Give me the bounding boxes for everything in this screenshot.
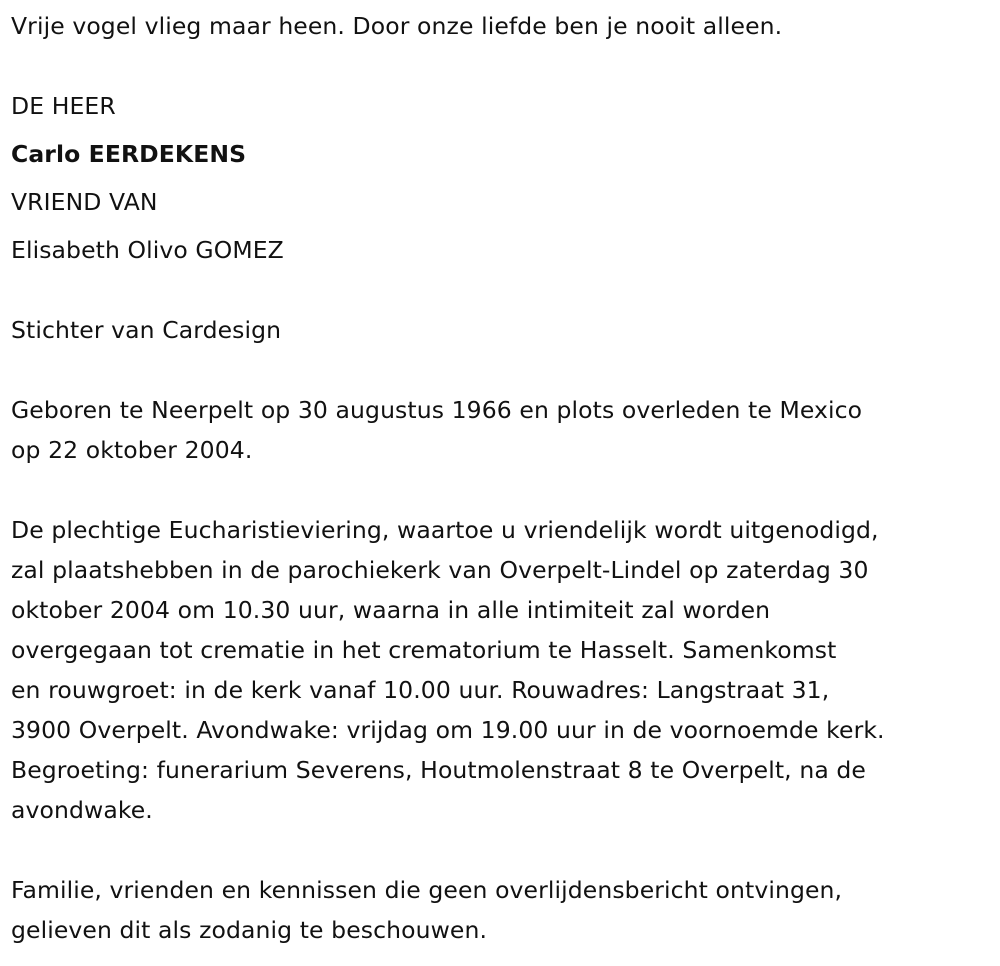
ceremony-line: Begroeting: funerarium Severens, Houtmolenstraat 8 te Overpelt, na de [11, 756, 866, 784]
ceremony-line: en rouwgroet: in de kerk vanaf 10.00 uur. Rouwadres: Langstraat 31, [11, 676, 830, 704]
occupation-text: Stichter van Cardesign [11, 316, 282, 344]
ceremony-line: overgegaan tot crematie in het crematorium te Hasselt. Samenkomst [11, 636, 837, 664]
birth-death-line: op 22 oktober 2004. [11, 436, 253, 464]
closing-line: gelieven dit als zodanig te beschouwen. [11, 916, 488, 944]
ceremony-line: zal plaatshebben in de parochiekerk van Overpelt-Lindel op zaterdag 30 [11, 556, 869, 584]
ceremony-line: oktober 2004 om 10.30 uur, waarna in alle intimiteit zal worden [11, 596, 771, 624]
birth-death-line: Geboren te Neerpelt op 30 augustus 1966 en plots overleden te Mexico [11, 396, 863, 424]
partner-name: Elisabeth Olivo GOMEZ [11, 236, 284, 264]
relation-label: VRIEND VAN [11, 188, 158, 216]
deceased-name: Carlo EERDEKENS [11, 140, 247, 168]
motto-text: Vrije vogel vlieg maar heen. Door onze liefde ben je nooit alleen. [11, 12, 783, 40]
ceremony-line: 3900 Overpelt. Avondwake: vrijdag om 19.00 uur in de voornoemde kerk. [11, 716, 885, 744]
honorific-title: DE HEER [11, 92, 116, 120]
ceremony-line: De plechtige Eucharistieviering, waartoe u vriendelijk wordt uitgenodigd, [11, 516, 879, 544]
ceremony-line: avondwake. [11, 796, 153, 824]
closing-line: Familie, vrienden en kennissen die geen overlijdensbericht ontvingen, [11, 876, 843, 904]
